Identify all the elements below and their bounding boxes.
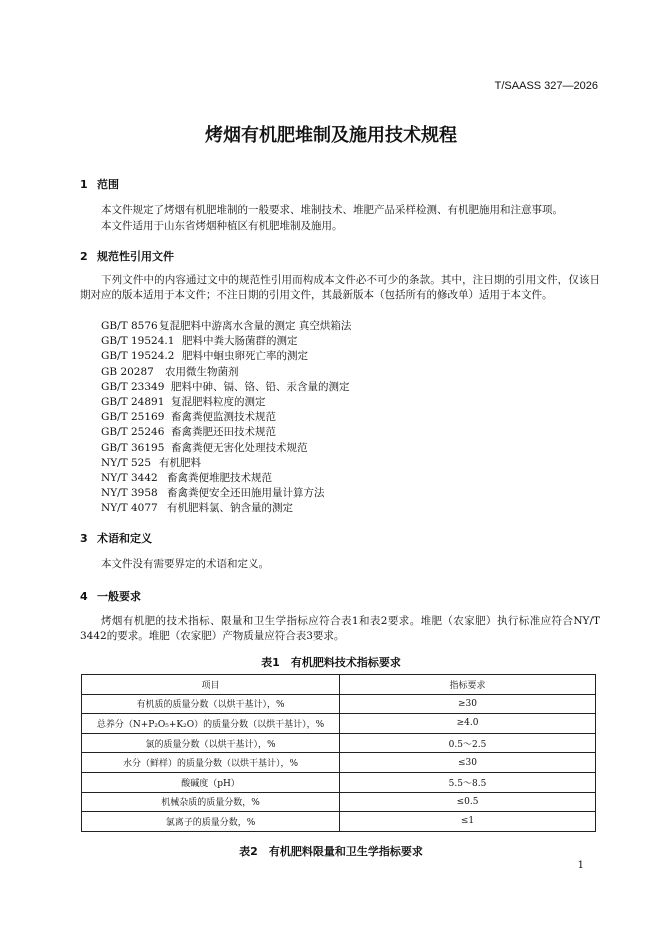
reference-item <box>101 471 351 486</box>
section-4-body <box>80 614 600 644</box>
reference-item <box>101 456 351 471</box>
paragraph: 本文件没有需要界定的术语和定义。 <box>101 558 269 570</box>
reference-item <box>101 410 351 425</box>
reference-title: 农用微生物菌剂 <box>165 365 239 378</box>
reference-title: 有机肥料氯、钠含量的测定 <box>167 502 293 515</box>
table-cell: 氯的质量分数（以烘干基计），% <box>82 733 340 753</box>
reference-code: GB/T 8576 <box>101 320 158 332</box>
page-number: 1 <box>577 860 584 871</box>
table-cell: ≤1 <box>340 812 596 832</box>
table-row <box>82 694 596 714</box>
section-4-heading <box>80 588 141 604</box>
table-cell: ≤0.5 <box>340 792 596 812</box>
table-cell: ≤30 <box>340 753 596 773</box>
table-cell: 酸碱度（pH） <box>82 772 340 792</box>
reference-code: GB 20287 <box>101 365 154 378</box>
table-cell: 氯离子的质量分数，% <box>82 812 340 832</box>
reference-code: NY/T 3958 <box>101 487 158 500</box>
section-1-heading <box>80 176 119 192</box>
reference-item <box>101 380 351 395</box>
table-cell: 水分（鲜样）的质量分数（以烘干基计），% <box>82 753 340 773</box>
section-2-number: 2 <box>80 250 88 263</box>
reference-code: GB/T 19524.1 <box>101 335 175 348</box>
reference-code: GB/T 25169 <box>101 411 165 424</box>
reference-code: GB/T 36195 <box>101 441 165 454</box>
reference-item <box>101 486 351 501</box>
reference-title: 畜禽粪便安全还田施用量计算方法 <box>167 487 325 500</box>
section-4-title: 一般要求 <box>97 590 141 603</box>
reference-code: GB/T 25246 <box>101 426 165 439</box>
table-row <box>82 733 596 753</box>
paragraph: 下列文件中的内容通过文中的规范性引用而构成本文件必不可少的条款。其中，注日期的引用文件，仅该日期对应的版本适用于本文件；不注日期的引用文件，其最新版本（包括所有的修改单）适用于本文件。 <box>80 274 600 301</box>
reference-code: NY/T 3442 <box>101 471 158 484</box>
reference-title: 畜禽粪肥还田技术规范 <box>171 426 276 439</box>
table-header-row <box>82 675 596 695</box>
reference-list <box>101 319 351 516</box>
section-3-body <box>80 557 600 572</box>
reference-title: 肥料中粪大肠菌群的测定 <box>182 335 298 348</box>
section-2-title: 规范性引用文件 <box>97 250 174 263</box>
table2-caption: 表2 有机肥料限量和卫生学指标要求 <box>239 845 423 858</box>
table-cell: 0.5～2.5 <box>340 733 596 753</box>
table-row <box>82 772 596 792</box>
section-1-title: 范围 <box>97 178 119 191</box>
section-2-heading <box>80 248 174 264</box>
section-1-number: 1 <box>80 178 88 191</box>
table-cell: ≥4.0 <box>340 714 596 734</box>
table-row <box>82 714 596 734</box>
reference-title: 复混肥料中游离水含量的测定 真空烘箱法 <box>159 320 352 332</box>
reference-item <box>101 319 351 334</box>
table-row <box>82 753 596 773</box>
reference-title: 有机肥料 <box>159 456 201 469</box>
paragraph: 烤烟有机肥的技术指标、限量和卫生学指标应符合表1和表2要求。堆肥（农家肥）执行标准应符合NY/T 3442的要求。堆肥（农家肥）产物质量应符合表3要求。 <box>80 615 600 642</box>
reference-title: 畜禽粪便无害化处理技术规范 <box>171 441 308 454</box>
section-1-body <box>80 203 600 234</box>
reference-title: 复混肥料粒度的测定 <box>171 395 266 408</box>
section-4-number: 4 <box>80 590 88 603</box>
table-row <box>82 812 596 832</box>
table-cell: 有机质的质量分数（以烘干基计），% <box>82 694 340 714</box>
table-cell: ≥30 <box>340 694 596 714</box>
table-cell: 5.5～8.5 <box>340 772 596 792</box>
reference-code: NY/T 525 <box>101 456 152 469</box>
reference-title: 肥料中砷、镉、铬、铅、汞含量的测定 <box>171 380 350 393</box>
table-cell: 总养分（N+P₂O₅+K₂O）的质量分数（以烘干基计），% <box>82 714 340 734</box>
reference-code: GB/T 24891 <box>101 395 165 408</box>
section-3-heading <box>80 530 152 546</box>
paragraph: 本文件适用于山东省烤烟种植区有机肥堆制及施用。 <box>101 220 343 232</box>
table1 <box>81 674 596 832</box>
document-title: 烤烟有机肥堆制及施用技术规程 <box>205 125 457 146</box>
reference-title: 畜禽粪便监测技术规范 <box>171 411 276 424</box>
reference-item <box>101 334 351 349</box>
section-3-number: 3 <box>80 532 88 545</box>
table1-caption: 表1 有机肥料技术指标要求 <box>261 656 401 669</box>
reference-item <box>101 365 351 380</box>
table-row <box>82 792 596 812</box>
column-header: 项目 <box>82 675 340 695</box>
standard-code: T/SAASS 327—2026 <box>494 80 598 92</box>
reference-item <box>101 349 351 364</box>
reference-code: NY/T 4077 <box>101 502 158 515</box>
reference-item <box>101 441 351 456</box>
paragraph: 本文件规定了烤烟有机肥堆制的一般要求、堆制技术、堆肥产品采样检测、有机肥施用和注意事项。 <box>101 204 563 216</box>
section-3-title: 术语和定义 <box>97 532 152 545</box>
reference-item <box>101 395 351 410</box>
section-2-body <box>80 273 600 303</box>
reference-title: 畜禽粪便堆肥技术规范 <box>167 471 272 484</box>
table-cell: 机械杂质的质量分数，% <box>82 792 340 812</box>
reference-item <box>101 501 351 516</box>
reference-code: GB/T 23349 <box>101 380 165 393</box>
column-header: 指标要求 <box>340 675 596 695</box>
reference-title: 肥料中蛔虫卵死亡率的测定 <box>182 350 308 363</box>
reference-code: GB/T 19524.2 <box>101 350 175 363</box>
reference-item <box>101 425 351 440</box>
